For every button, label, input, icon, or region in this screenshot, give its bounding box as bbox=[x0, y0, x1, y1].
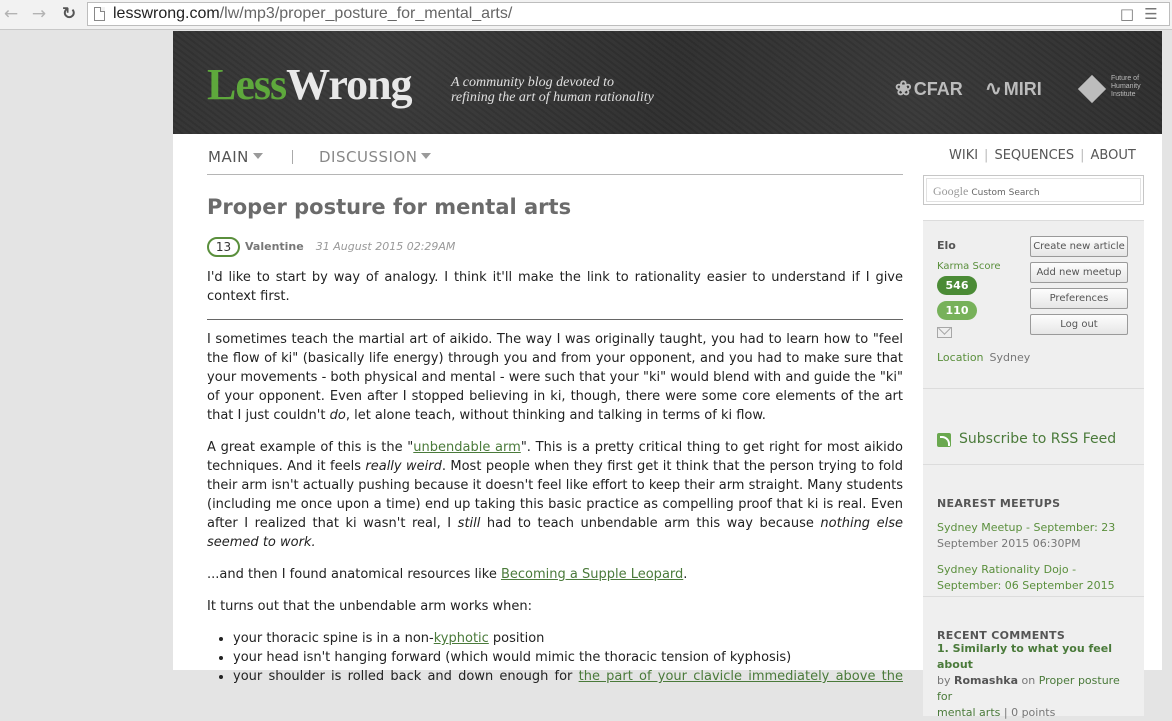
link-supple-leopard[interactable]: Becoming a Supple Leopard bbox=[500, 567, 684, 582]
emphasis: still bbox=[457, 516, 481, 531]
back-arrow-icon[interactable]: ← bbox=[3, 4, 19, 24]
tab-main[interactable] bbox=[208, 148, 263, 166]
article-meta bbox=[207, 236, 455, 258]
url-path: /lw/mp3/proper_posture_for_mental_arts/ bbox=[219, 5, 513, 22]
text: I sometimes teach the martial art of aikido. The way I was originally taught, you had to learn how to "feel the flow of ki" (basically life energy) through you and from your opponent, and you had to make sure that your movements - both physical and mental - were such that your "ki" would blend with and guide the "ki" of your opponent. Even after I stopped believing in ki, though, there were some core elements of the art that I just couldn't bbox=[207, 332, 903, 423]
link-unbendable-arm[interactable]: unbendable arm bbox=[413, 440, 521, 455]
fhi-label bbox=[1111, 75, 1141, 99]
emphasis: do bbox=[329, 408, 346, 423]
divider: | bbox=[984, 148, 989, 163]
menu-icon[interactable]: ☰ bbox=[1144, 5, 1158, 23]
location-label: Location bbox=[937, 351, 984, 364]
reader-mode-icon[interactable]: □ bbox=[1119, 5, 1135, 23]
comment-post-link-2[interactable]: mental arts bbox=[937, 706, 1001, 719]
tab-divider bbox=[292, 150, 293, 164]
text: ". This is a pretty critical thing to get right for most aikido techniques. And it feels bbox=[207, 440, 903, 474]
cfar-logo[interactable] bbox=[895, 78, 963, 100]
add-meetup-button[interactable]: Add new meetup bbox=[1030, 262, 1128, 283]
comments-heading: RECENT COMMENTS bbox=[937, 629, 1066, 642]
text: position bbox=[488, 631, 545, 646]
paragraph bbox=[207, 438, 903, 552]
emphasis: nothing else seemed to work. bbox=[207, 516, 903, 550]
vote-score: 13 bbox=[207, 237, 240, 257]
meetups-panel bbox=[923, 464, 1144, 596]
logout-button[interactable]: Log out bbox=[1030, 314, 1128, 335]
meetup-title: Sydney Rationality Dojo - bbox=[937, 563, 1077, 576]
text: ...and then I found anatomical resources like bbox=[207, 567, 501, 582]
rss-link[interactable]: Subscribe to RSS Feed bbox=[959, 431, 1117, 447]
url-domain: lesswrong.com bbox=[113, 5, 220, 22]
site-header bbox=[173, 31, 1162, 134]
list-item bbox=[233, 667, 903, 686]
page bbox=[173, 31, 1162, 719]
comment-author-link[interactable]: Romashka bbox=[954, 674, 1019, 687]
top-links bbox=[949, 148, 1144, 164]
search-placeholder bbox=[933, 184, 1040, 199]
meetup-title: Sydney Meetup - September: 23 bbox=[937, 521, 1116, 534]
text: on bbox=[1018, 674, 1039, 687]
rss-icon[interactable] bbox=[937, 433, 951, 447]
text: . bbox=[683, 567, 688, 582]
reload-icon[interactable]: ↻ bbox=[61, 4, 77, 24]
karma-label: Karma Score bbox=[937, 261, 1001, 272]
page-icon bbox=[94, 7, 105, 21]
fhi-diamond-icon bbox=[1078, 75, 1106, 103]
comment-title-link[interactable]: 1. Similarly to what you feel about bbox=[937, 642, 1112, 671]
fhi-line-2: Humanity bbox=[1111, 83, 1141, 90]
karma-recent-badge: 110 bbox=[937, 301, 977, 320]
search-box[interactable] bbox=[923, 175, 1144, 205]
section-tabs bbox=[207, 148, 903, 175]
article-title[interactable]: Proper posture for mental arts bbox=[207, 195, 572, 219]
miri-label: MIRI bbox=[1003, 79, 1042, 99]
meetup-title-2: September: 06 September 2015 bbox=[937, 579, 1115, 592]
search-input[interactable] bbox=[926, 178, 1141, 202]
miri-wings-icon: ∿ bbox=[985, 78, 1002, 100]
google-brand: Google bbox=[933, 184, 969, 198]
location bbox=[937, 351, 1030, 364]
text: A great example of this is the " bbox=[207, 440, 414, 455]
forward-arrow-icon[interactable]: → bbox=[31, 4, 47, 24]
post-date: 31 August 2015 02:29AM bbox=[315, 240, 456, 253]
link-wiki[interactable]: WIKI bbox=[949, 148, 979, 163]
paragraph bbox=[207, 330, 903, 425]
user-panel bbox=[923, 220, 1144, 388]
site-logo[interactable] bbox=[207, 59, 412, 111]
cfar-bird-icon: ❀ bbox=[895, 78, 912, 100]
divider: | bbox=[1080, 148, 1085, 163]
text: your shoulder is rolled back and down enough for bbox=[233, 669, 579, 684]
comment-item bbox=[937, 641, 1137, 721]
link-sequences[interactable]: SEQUENCES bbox=[994, 148, 1075, 163]
tagline-line-1: A community blog devoted to bbox=[451, 75, 615, 90]
recent-comments-panel bbox=[923, 596, 1144, 719]
fhi-line-1: Future of bbox=[1111, 75, 1140, 82]
list-item: • your head isn't hanging forward (which would mimic the thoracic tension of kyphosis) bbox=[233, 648, 903, 667]
browser-toolbar bbox=[0, 0, 1172, 30]
comment-post-link[interactable]: Proper posture for bbox=[937, 674, 1120, 703]
chevron-down-icon bbox=[421, 153, 431, 159]
preferences-button[interactable]: Preferences bbox=[1030, 288, 1128, 309]
create-article-button[interactable]: Create new article bbox=[1030, 236, 1128, 257]
location-value: Sydney bbox=[989, 351, 1031, 364]
site-tagline bbox=[451, 75, 654, 105]
text: your thoracic spine is in a non- bbox=[233, 631, 434, 646]
username[interactable]: Elo bbox=[937, 239, 956, 252]
tab-discussion-label: DISCUSSION bbox=[319, 148, 418, 166]
paragraph bbox=[207, 565, 903, 584]
search-label: Custom Search bbox=[971, 188, 1040, 198]
emphasis: really weird bbox=[365, 459, 442, 474]
comment-points: | 0 points bbox=[1000, 706, 1056, 719]
link-about[interactable]: ABOUT bbox=[1090, 148, 1136, 163]
paragraph: I'd like to start by way of analogy. I think it'll make the link to rationality easier to understand if I give context first. bbox=[207, 270, 903, 304]
link-kyphotic[interactable]: kyphotic bbox=[433, 631, 489, 646]
meetup-date: September 2015 06:30PM bbox=[937, 537, 1081, 550]
link-clavicle[interactable]: the part of your clavicle immediately above the bbox=[578, 669, 903, 684]
paragraph: It turns out that the unbendable arm works when: bbox=[207, 599, 532, 614]
fhi-logo[interactable] bbox=[1078, 75, 1108, 105]
fhi-line-3: Institute bbox=[1111, 91, 1136, 98]
cfar-label: CFAR bbox=[913, 79, 963, 99]
envelope-icon[interactable] bbox=[937, 327, 952, 338]
text: had to teach unbendable arm this way because bbox=[480, 516, 821, 531]
text: by bbox=[937, 674, 954, 687]
chevron-down-icon bbox=[253, 153, 263, 159]
text: . Most people when they first get it think that the person trying to fold their arm isn't actually pushing because it doesn't feel like effort to keep their arm straight. Many students (including me once upon a time) end up taking this basic practice as compelling proof that ki is real. Even after I realized that ki wasn't real, I bbox=[207, 459, 903, 531]
divider bbox=[207, 319, 903, 320]
address-bar[interactable] bbox=[87, 2, 1170, 26]
miri-logo[interactable] bbox=[985, 78, 1042, 100]
list-item bbox=[233, 629, 903, 648]
meetups-heading: NEAREST MEETUPS bbox=[937, 497, 1061, 510]
text: , let alone teach, without thinking and talking in terms of ki flow. bbox=[345, 408, 766, 423]
tagline-line-2: refining the art of human rationality bbox=[451, 90, 654, 105]
meetup-item[interactable] bbox=[937, 520, 1132, 552]
logo-less: Less bbox=[207, 60, 287, 109]
bullet-list bbox=[233, 629, 903, 686]
article-body bbox=[207, 268, 903, 686]
rss-panel bbox=[923, 388, 1144, 464]
tab-discussion[interactable] bbox=[319, 148, 431, 166]
url-text[interactable] bbox=[113, 4, 512, 24]
logo-wrong: Wrong bbox=[286, 60, 412, 109]
karma-total-badge: 546 bbox=[937, 276, 977, 295]
tab-main-label: MAIN bbox=[208, 148, 249, 166]
author-link[interactable]: Valentine bbox=[245, 240, 304, 253]
